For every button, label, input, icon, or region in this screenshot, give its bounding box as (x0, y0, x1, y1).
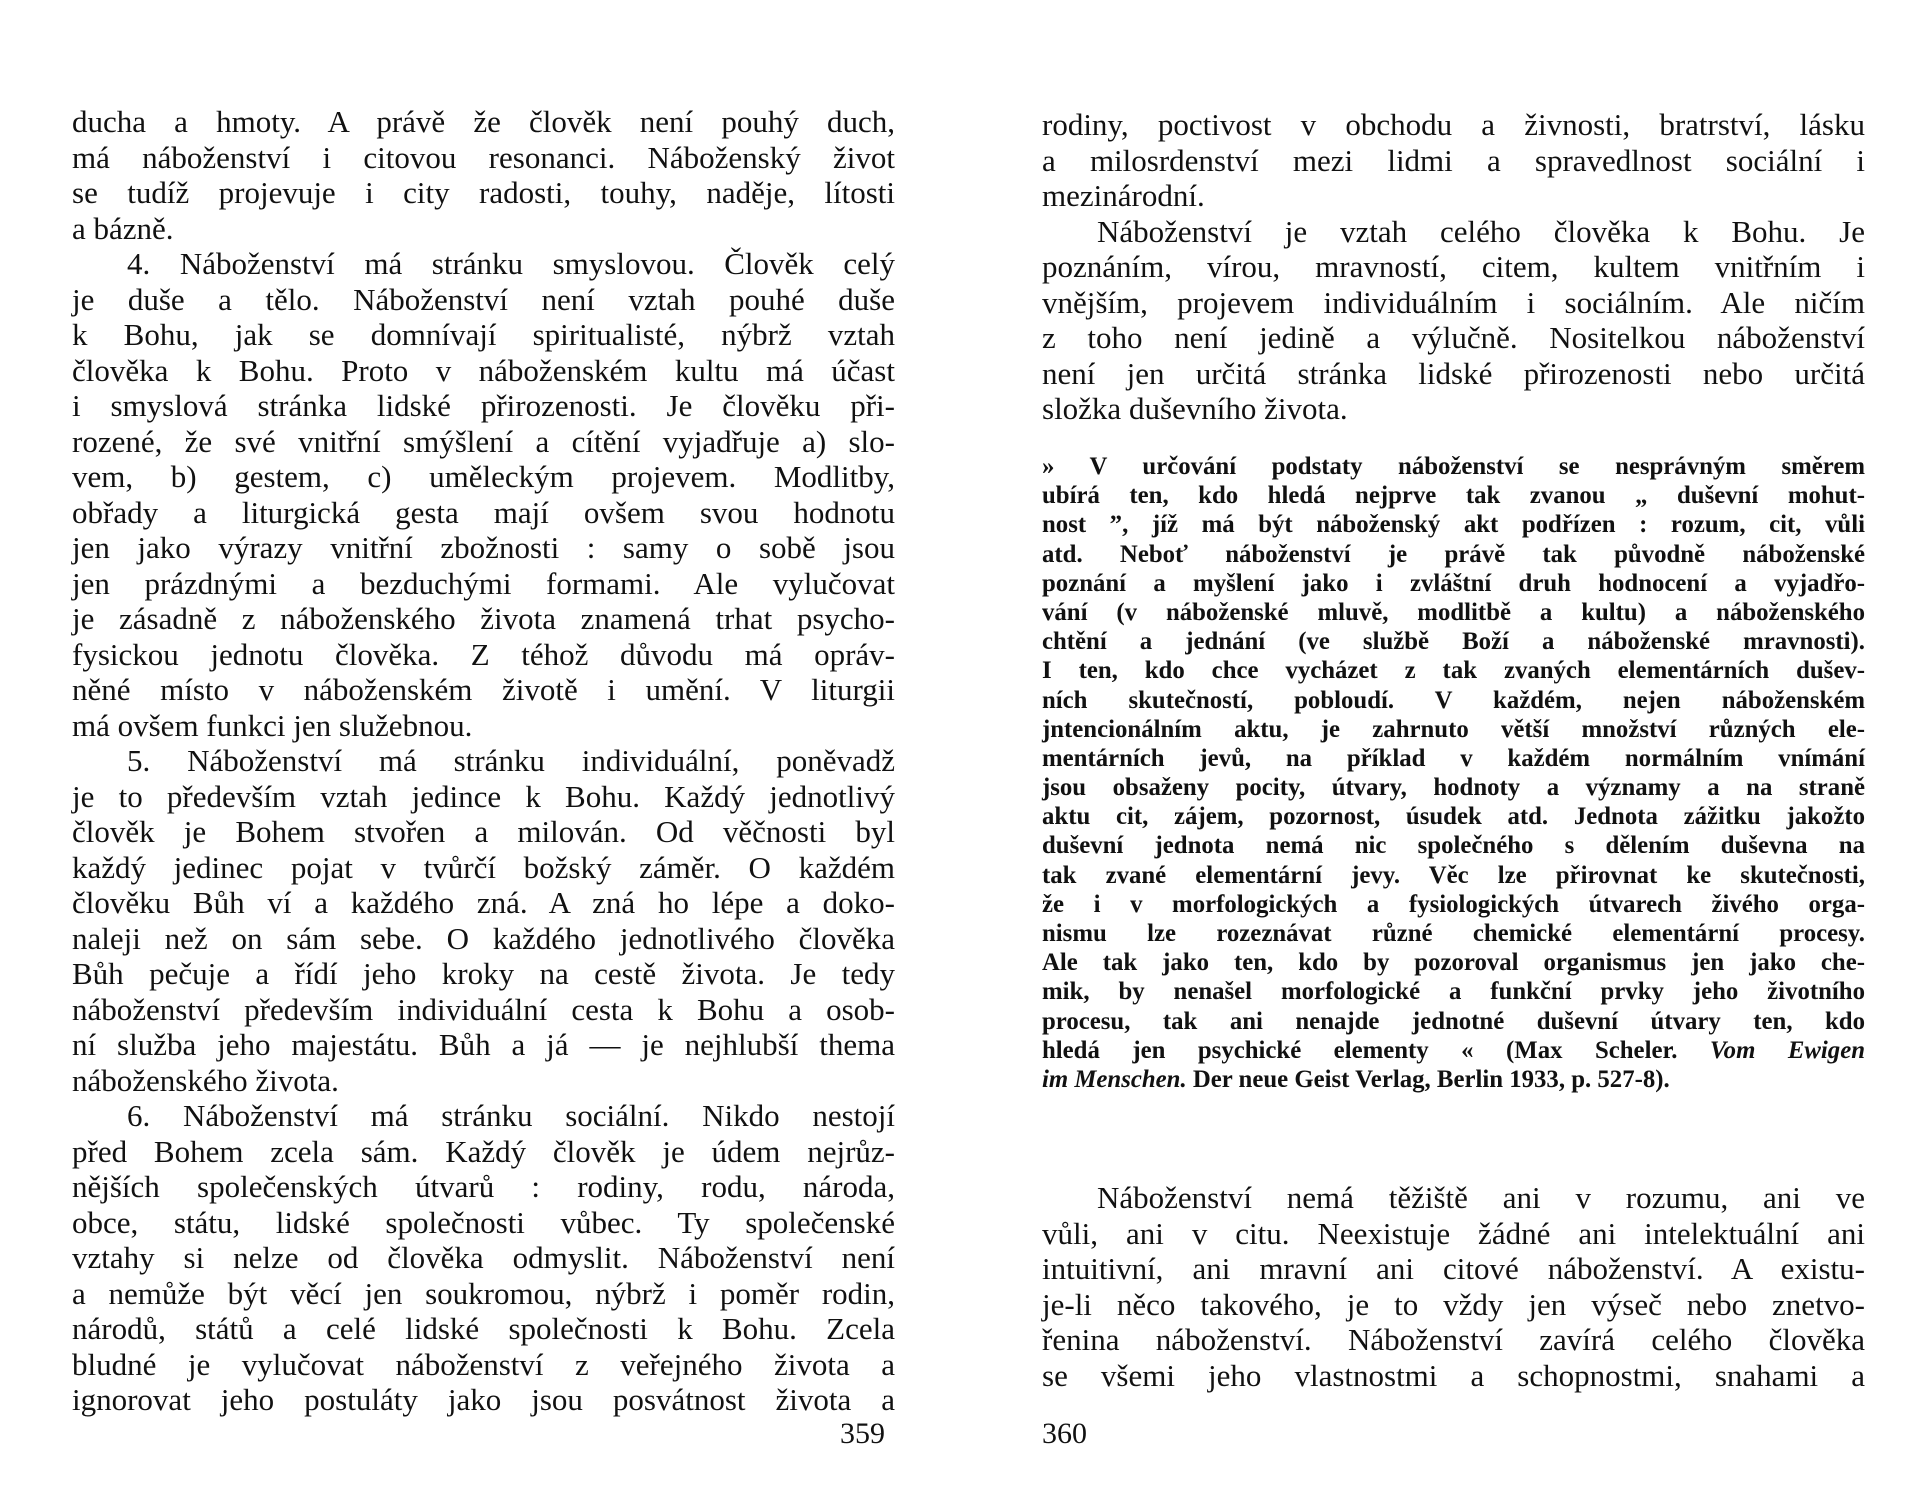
text-line: Náboženství je vztah celého člověka k Bohu. Je (1097, 213, 1865, 249)
text-line: člověk je Bohem stvořen a milován. Od věčnosti byl (72, 814, 895, 849)
text-line: Bůh pečuje a řídí jeho kroky na cestě života. Je tedy (72, 956, 895, 991)
quote-line: atd. Neboť náboženství je právě tak původně náboženské (1042, 540, 1865, 568)
text-line: ní služba jeho majestátu. Bůh a já — je nejhlubší thema (72, 1027, 895, 1062)
text-line: člověku Bůh ví a každého zná. A zná ho lépe a doko- (72, 885, 895, 920)
text-line: se všemi jeho vlastnostmi a schopnostmi, snahami a (1042, 1357, 1865, 1393)
text-line: i smyslová stránka lidské přirozenosti. Je člověku při- (72, 388, 895, 423)
text-line: má náboženství i citovou resonanci. Náboženský život (72, 139, 895, 175)
scheler-quotation (1042, 452, 1865, 1094)
text-line: vůli, ani v citu. Neexistuje žádné ani intelektuální ani (1042, 1215, 1865, 1251)
quote-line: poznání a myšlení jako i zvláštní druh hodnocení a vyjadřo- (1042, 569, 1865, 597)
text-line: každý jedinec pojat v tvůrčí božský záměr. O každém (72, 849, 895, 885)
text-line: intuitivní, ani mravní ani citové náboženství. A existu- (1042, 1251, 1865, 1286)
text-line: vztahy si nelze od člověka odmyslit. Náboženství není (72, 1240, 895, 1275)
text-line: rozené, že své vnitřní smýšlení a cítění vyjadřuje a) slo- (72, 423, 895, 459)
text-line: poznáním, vírou, mravností, citem, kultem vnitřním i (1042, 249, 1865, 284)
quote-line: im Menschen. Der neue Geist Verlag, Berlin 1933, p. 527-8). (1042, 1065, 1670, 1093)
left-page-text (72, 104, 895, 1418)
text-line: naleji než on sám sebe. O každého jednotlivého člověka (72, 920, 895, 956)
text-line: něné místo v náboženském životě i umění. V liturgii (72, 672, 895, 707)
page-number: 359 (840, 1417, 885, 1450)
text-line: je-li něco takového, je to vždy jen výseč nebo znetvo- (1042, 1286, 1865, 1322)
text-line: 6. Náboženství má stránku sociální. Nikdo nestojí (127, 1098, 895, 1133)
quote-line: mik, by nenašel morfologické a funkční prvky jeho životního (1042, 978, 1865, 1006)
text-line: rodiny, poctivost v obchodu a živnosti, bratrství, lásku (1042, 107, 1865, 142)
text-line: řenina náboženství. Náboženství zavírá celého člověka (1042, 1322, 1865, 1357)
text-line: Náboženství nemá těžiště ani v rozumu, ani ve (1097, 1180, 1865, 1215)
text-line: fysickou jednotu člověka. Z téhož důvodu má opráv- (72, 636, 895, 672)
text-line: bludné je vylučovat náboženství z veřejného života a (72, 1346, 895, 1382)
quote-book-title-cont: im Menschen. (1042, 1065, 1187, 1093)
text-line: vnějším, projevem individuálním i sociálním. Ale ničím (1042, 284, 1865, 320)
quote-line: vání (v náboženské mluvě, modlitbě a kultu) a náboženského (1042, 598, 1865, 626)
quote-line: I ten, kdo chce vycházet z tak zvaných elementárních dušev- (1042, 657, 1865, 685)
text-line: ducha a hmoty. A právě že člověk není pouhý duch, (72, 104, 895, 139)
quote-line: procesu, tak ani nenajde jednotné duševní útvary ten, kdo (1042, 1007, 1865, 1035)
quote-book-title: Vom Ewigen (1709, 1036, 1866, 1064)
text-line: jen jako výrazy vnitřní zbožnosti : samy o sobě jsou (72, 530, 895, 565)
page-number: 360 (1042, 1417, 1087, 1450)
text-line: náboženského života. (72, 1062, 339, 1098)
text-line: má ovšem funkci jen služebnou. (72, 707, 473, 743)
text-line: složka duševního života. (1042, 391, 1348, 426)
text-line: je duše a tělo. Náboženství není vztah pouhé duše (72, 281, 895, 317)
quote-line: » V určování podstaty náboženství se nesprávným směrem (1042, 453, 1865, 480)
quote-line: mentárních jevů, na příklad v každém normálním vnímání (1042, 744, 1865, 772)
quote-line: duševní jednota nemá nic společného s dělením duševna na (1042, 832, 1865, 860)
text-line: z toho není jedině a výlučně. Nositelkou náboženství (1042, 320, 1865, 355)
quote-line: ních skutečností, pobloudí. V každém, nejen náboženském (1042, 686, 1865, 714)
text-line: a bázně. (72, 210, 174, 246)
text-line: před Bohem zcela sám. Každý člověk je údem nejrůz- (72, 1133, 895, 1169)
text-line: 5. Náboženství má stránku individuální, poněvadž (127, 743, 895, 778)
text-line: náboženství především individuální cesta k Bohu a osob- (72, 991, 895, 1027)
quote-line-text: hledá jen psychické elementy « (Max Scheler. (1042, 1036, 1678, 1064)
quote-line (1042, 1036, 1865, 1065)
quote-line: nost ”, jíž má být náboženský akt podřízen : rozum, cit, vůli (1042, 511, 1865, 539)
text-line: obce, státu, lidské společnosti vůbec. Ty společenské (72, 1204, 895, 1240)
text-line: 4. Náboženství má stránku smyslovou. Člověk celý (127, 246, 895, 281)
text-line: k Bohu, jak se domnívají spiritualisté, nýbrž vztah (72, 317, 895, 352)
quote-line: jsou obsaženy pocity, útvary, hodnoty a významy a na straně (1042, 774, 1865, 802)
right-page (959, 0, 1918, 1500)
text-line: není jen určitá stránka lidské přirozenosti nebo určitá (1042, 355, 1865, 391)
text-line: ignorovat jeho postuláty jako jsou posvátnost života a (72, 1382, 895, 1417)
text-line: obřady a liturgická gesta mají ovšem svou hodnotu (72, 494, 895, 530)
text-line: národů, států a celé lidské společnosti k Bohu. Zcela (72, 1311, 895, 1346)
quote-line: Ale tak jako ten, kdo by pozoroval organismus jen jako che- (1042, 949, 1865, 977)
text-line: je zásadně z náboženského života znamená trhat psycho- (72, 601, 895, 636)
quote-line: ubírá ten, kdo hledá nejprve tak zvanou „ duševní mohut- (1042, 482, 1865, 510)
quote-line: nismu lze rozeznávat různé chemické elementární procesy. (1042, 920, 1865, 947)
quote-line: tak zvané elementární jevy. Věc lze přirovnat ke skutečnosti, (1042, 861, 1865, 889)
quote-line: že i v morfologických a fysiologických útvarech živého orga- (1042, 890, 1865, 918)
quote-line: chtění a jednání (ve službě Boží a náboženské mravnosti). (1042, 628, 1865, 656)
text-line: nějších společenských útvarů : rodiny, rodu, národa, (72, 1169, 895, 1204)
text-line: vem, b) gestem, c) uměleckým projevem. Modlitby, (72, 459, 895, 494)
right-page-text-top (1042, 107, 1865, 427)
text-line: mezinárodní. (1042, 178, 1205, 213)
quote-line: jntencionálním aktu, je zahrnuto větší množství různých ele- (1042, 715, 1865, 743)
quote-line: aktu cit, zájem, pozornost, úsudek atd. Jednota zážitku jakožto (1042, 803, 1865, 831)
text-line: a milosrdenství mezi lidmi a spravedlnost sociální i (1042, 142, 1865, 178)
right-page-text-bottom (1042, 1180, 1865, 1393)
text-line: a nemůže být věcí jen soukromou, nýbrž i poměr rodin, (72, 1275, 895, 1311)
text-line: člověka k Bohu. Proto v náboženském kultu má účast (72, 352, 895, 388)
text-line: se tudíž projevuje i city radosti, touhy, naděje, lítosti (72, 175, 895, 210)
text-line: jen prázdnými a bezduchými formami. Ale vylučovat (72, 565, 895, 601)
text-line: je to především vztah jedince k Bohu. Každý jednotlivý (72, 778, 895, 814)
